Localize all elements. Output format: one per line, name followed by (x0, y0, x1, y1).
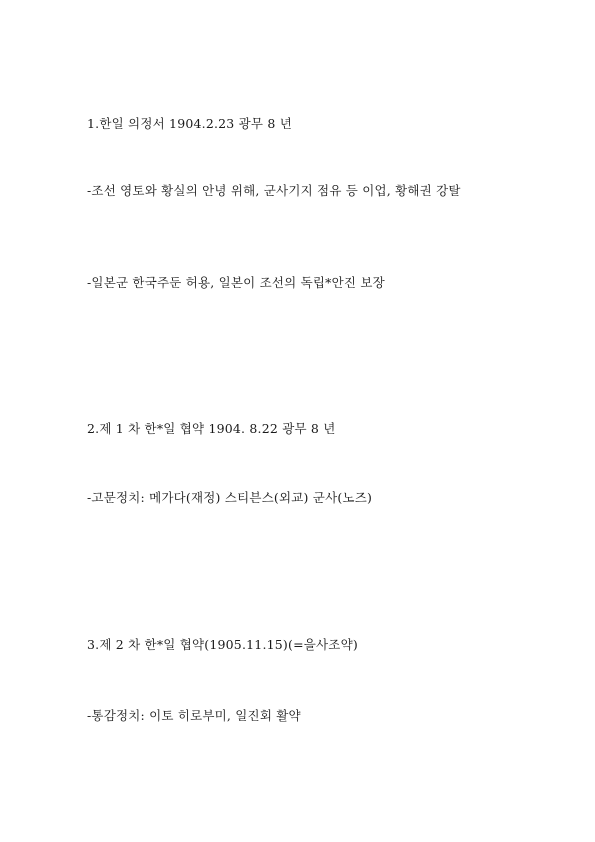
bullet-line: -통감정치: 이토 히로부미, 일진회 활약 (87, 708, 301, 723)
section-heading-1: 1.한일 의정서 1904.2.23 광무 8 년 (87, 116, 292, 131)
section-heading-2: 2.제 1 차 한*일 협약 1904. 8.22 광무 8 년 (87, 421, 336, 436)
bullet-line: -조선 영토와 황실의 안녕 위해, 군사기지 점유 등 이업, 황해권 강탈 (87, 183, 461, 198)
section-heading-3: 3.제 2 차 한*일 협약(1905.11.15)(=을사조약) (87, 637, 358, 652)
bullet-line: -일본군 한국주둔 허용, 일본이 조선의 독립*안진 보장 (87, 275, 385, 290)
bullet-line: -고문정치: 메가다(재정) 스티븐스(외교) 군사(노즈) (87, 490, 373, 505)
